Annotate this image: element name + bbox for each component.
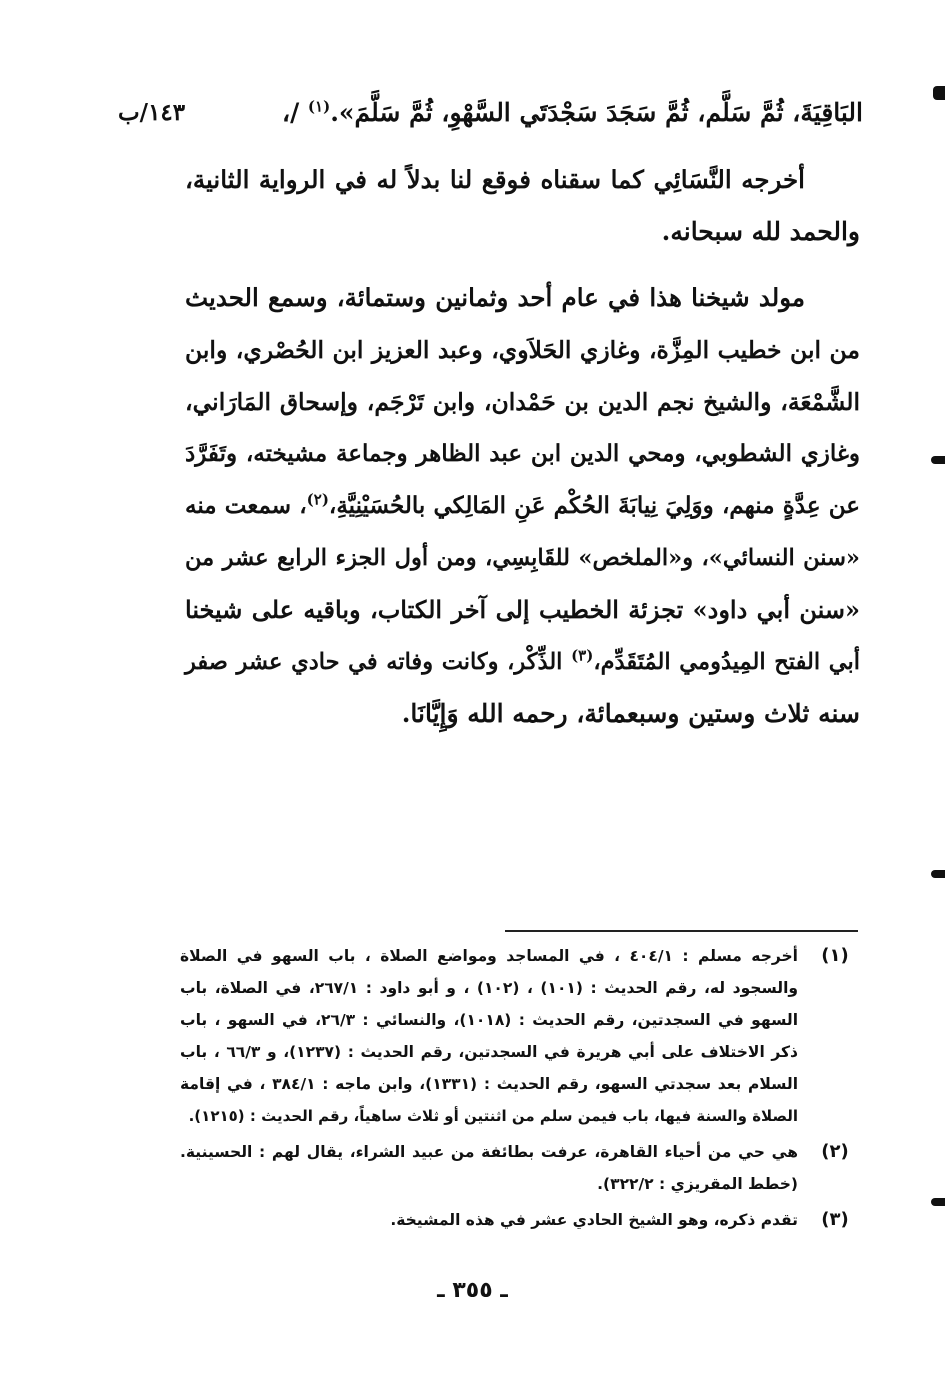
footnote-1 bbox=[180, 940, 860, 1132]
folio-reference: ١٤٣/ب bbox=[118, 99, 186, 126]
footnotes bbox=[180, 940, 860, 1236]
paragraph-line: سنه ثلاث وستين وسبعمائة، رحمه الله وَإِيَّانَا. bbox=[401, 699, 860, 728]
paragraph-line: والحمد لله سبحانه. bbox=[661, 217, 860, 246]
header-line bbox=[118, 88, 863, 138]
paragraph-line: الشَّمْعَة، والشيخ نجم الدين بن حَمْدان، وابن تَرْجَم، وإسحاق المَارَاني، bbox=[185, 388, 860, 416]
folio-slash: /، bbox=[282, 98, 308, 127]
header-text bbox=[282, 88, 863, 138]
footnote-ref-3[interactable]: (٣) bbox=[571, 646, 594, 665]
paragraph-line bbox=[185, 480, 860, 532]
footnote-divider bbox=[505, 930, 858, 932]
scan-edge-mark bbox=[931, 456, 945, 464]
footnote-ref-2[interactable]: (٢) bbox=[306, 490, 329, 509]
paragraph-line: وغازي الشطوبي، ومحي الدين ابن عبد الظاهر وجماعة مشيخته، وتَفَرَّدَ bbox=[185, 440, 860, 467]
scan-edge-mark bbox=[933, 86, 945, 100]
line-segment: عن عِدَّةٍ منهم، ووَلِيَ نِيابَةَ الحُكْم عَنِ المَالِكي بالحُسَيْنِيَّةِ، bbox=[328, 492, 860, 519]
footnote-2 bbox=[180, 1136, 860, 1200]
paragraph-2 bbox=[185, 272, 860, 740]
footnote-line: هي حي من أحياء القاهرة، عرفت بطائفة من عبيد الشراء، يقال لهم : الحسينية. bbox=[180, 1143, 798, 1161]
header-main-text: البَاقِيَةَ، ثُمَّ سَلَّم، ثُمَّ سَجَدَ سَجْدَتَي السَّهْوِ، ثُمَّ سَلَّمَ». bbox=[330, 98, 863, 127]
footnote-number: (٣) bbox=[821, 1209, 849, 1230]
paragraph-1 bbox=[185, 154, 860, 258]
footnote-line: (خطط المقريزي : ٣٢٢/٢). bbox=[597, 1175, 798, 1193]
paragraph-line bbox=[185, 636, 860, 688]
footnote-line: السهو في السجدتين، رقم الحديث : (١٠١٨)، والنسائي : ٢٦/٣، في السهو ، باب bbox=[180, 1011, 799, 1029]
paragraph-line: من ابن خطيب المِزَّة، وغازي الحَلاَوي، وعبد العزيز ابن الحُصْري، وابن bbox=[185, 336, 860, 364]
footnote-number: (١) bbox=[821, 945, 849, 966]
footnote-line: أخرجه مسلم : ٤٠٤/١ ، في المساجد ومواضع الصلاة ، باب السهو في الصلاة bbox=[180, 947, 798, 965]
paragraph-line: أخرجه النَّسَائِي كما سقناه فوقع لنا بدلاً له في الرواية الثانية، bbox=[185, 165, 805, 194]
footnote-line: تقدم ذكره، وهو الشيخ الحادي عشر في هذه المشيخة. bbox=[390, 1211, 798, 1229]
footnote-3 bbox=[180, 1204, 860, 1236]
footnote-line: والسجود له، رقم الحديث : (١٠١) ، (١٠٢) ، و أبو داود : ٢٦٧/١، في الصلاة، باب bbox=[180, 979, 799, 997]
paragraph-line: مولد شيخنا هذا في عام أحد وثمانين وستمائة، وسمع الحديث bbox=[185, 283, 805, 312]
footnote-line: السلام بعد سجدتي السهو، رقم الحديث : (١٣٣١)، وابن ماجه : ٣٨٤/١ ، في إقامة bbox=[180, 1075, 799, 1093]
paragraph-line: «سنن أبي داود» تجزئة الخطيب إلى آخر الكتاب، وباقيه على شيخنا bbox=[185, 595, 860, 624]
footnote-ref-1[interactable]: (١) bbox=[307, 97, 331, 116]
footnote-line: الصلاة والسنة فيها، باب فيمن سلم من اثنتين أو ثلاث ساهياً، رقم الحديث : (١٢١٥). bbox=[188, 1107, 798, 1125]
page-number: ـ ٣٥٥ ـ bbox=[437, 1278, 508, 1303]
scan-edge-mark bbox=[931, 870, 945, 878]
line-segment: ، سمعت منه bbox=[185, 492, 307, 519]
footnote-line: ذكر الاختلاف على أبي هريرة في السجدتين، رقم الحديث : (١٢٣٧)، و ٦٦/٣ ، باب bbox=[180, 1043, 798, 1061]
line-segment: الذِّكْر، وكانت وفاته في حادي عشر صفر bbox=[185, 649, 572, 675]
scan-edge-mark bbox=[931, 1198, 945, 1206]
footnote-number: (٢) bbox=[821, 1141, 849, 1162]
line-segment: أبي الفتح المِيدُومي المُتَقَدِّم، bbox=[593, 649, 860, 675]
paragraph-line: «سنن النسائي»، و«الملخص» للقَابِسِي، ومن أول الجزء الرابع عشر من bbox=[185, 545, 860, 571]
